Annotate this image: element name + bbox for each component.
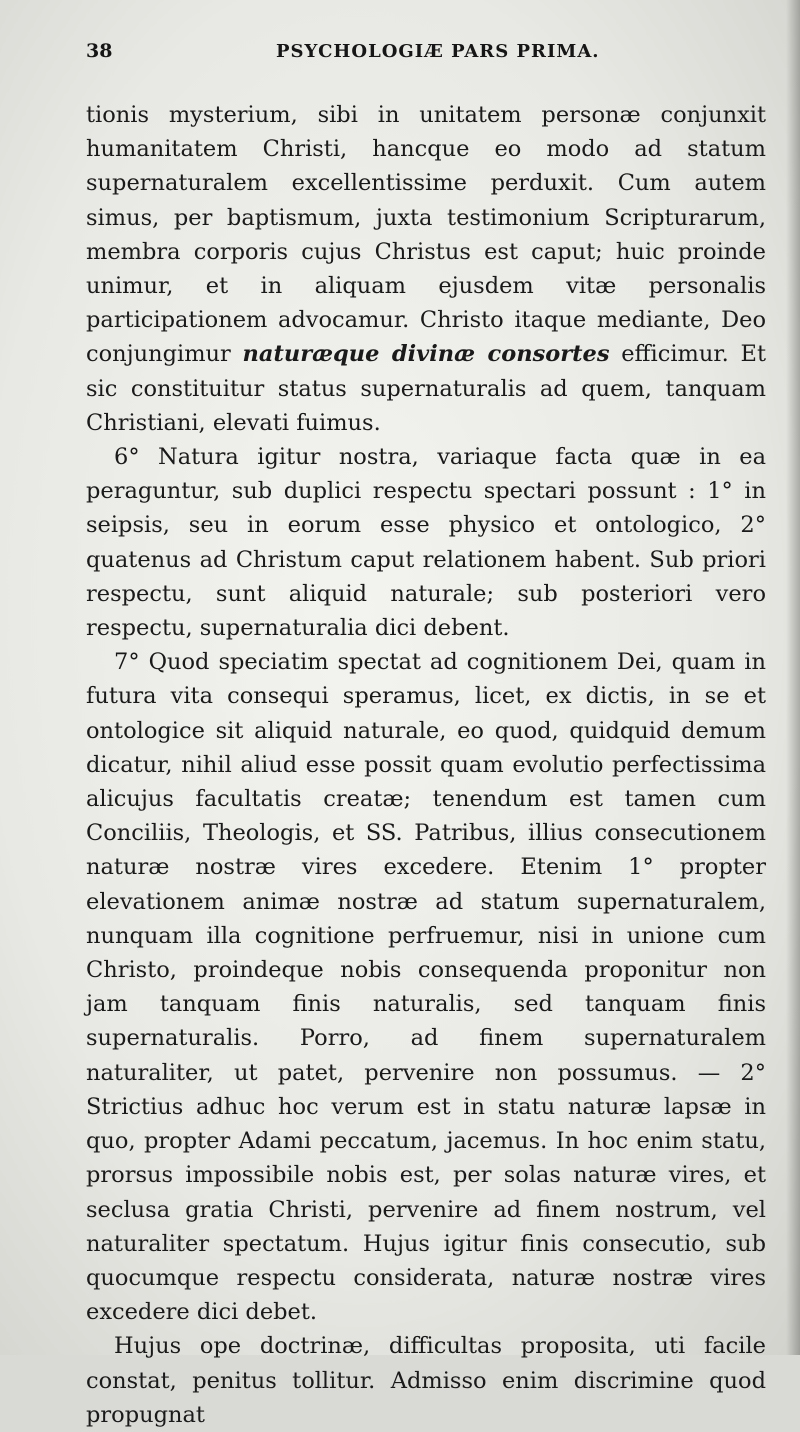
italic-phrase: naturæque divinæ consortes	[242, 341, 610, 368]
paragraph-continuation	[86, 98, 766, 440]
paragraph-final: Hujus ope doctrinæ, difficultas proposita, uti facile constat, penitus tollitur. Admisso enim discrimine quod propugnat	[86, 1333, 766, 1428]
body-text	[86, 98, 766, 1432]
page-number: 38	[86, 40, 113, 62]
paragraph-text-after: efficimur. Et sic constituitur status supernaturalis ad quem, tanquam Christiani, elevati fuimus.	[86, 341, 766, 436]
paragraph-7: 7° Quod speciatim spectat ad cognitionem Dei, quam in futura vita consequi speramus, licet, ex dictis, in se et ontologice sit aliquid naturale, eo quod, quidquid demum dicatur, nihil aliud esse possit quam evolutio perfectissima alicujus facultatis creatæ; tenendum est tamen cum Conciliis, Theologis, et SS. Patribus, illius consecutionem naturæ nostræ vires excedere. Etenim 1° propter elevationem animæ nostræ ad statum supernaturalem, nunquam illa cognitione perfruemur, nisi in unione cum Christo, proindeque nobis consequenda proponitur non jam tanquam finis naturalis, sed tanquam finis supernaturalis. Porro, ad finem supernaturalem naturaliter, ut patet, pervenire non possumus. — 2° Strictius adhuc hoc verum est in statu naturæ lapsæ in quo, propter Adami peccatum, jacemus. In hoc enim statu, prorsus impossibile nobis est, per solas naturæ vires, et seclusa gratia Christi, pervenire ad finem nostrum, vel naturaliter spectatum. Hujus igitur finis consecutio, sub quocumque respectu considerata, naturæ nostræ vires excedere dici debet.	[86, 649, 766, 1326]
page-edge-shadow	[786, 0, 800, 1355]
running-title: PSYCHOLOGIÆ PARS PRIMA.	[276, 41, 600, 62]
paragraph-text-before: tionis mysterium, sibi in unitatem personæ conjunxit humanitatem Christi, hancque eo modo ad statum supernaturalem excellentissime perduxit. Cum autem simus, per baptismum, juxta testimonium Scripturarum, membra corporis cujus Christus est caput; huic proinde unimur, et in aliquam ejusdem vitæ personalis participationem advocamur. Christo itaque mediante, Deo conjungimur	[86, 102, 766, 368]
page-header	[86, 40, 770, 80]
paragraph-6: 6° Natura igitur nostra, variaque facta quæ in ea peraguntur, sub duplici respectu spectari possunt : 1° in seipsis, seu in eorum esse physico et ontologico, 2° quatenus ad Christum caput relationem habent. Sub priori respectu, sunt aliquid naturale; sub posteriori vero respectu, supernaturalia dici debent.	[86, 444, 766, 642]
